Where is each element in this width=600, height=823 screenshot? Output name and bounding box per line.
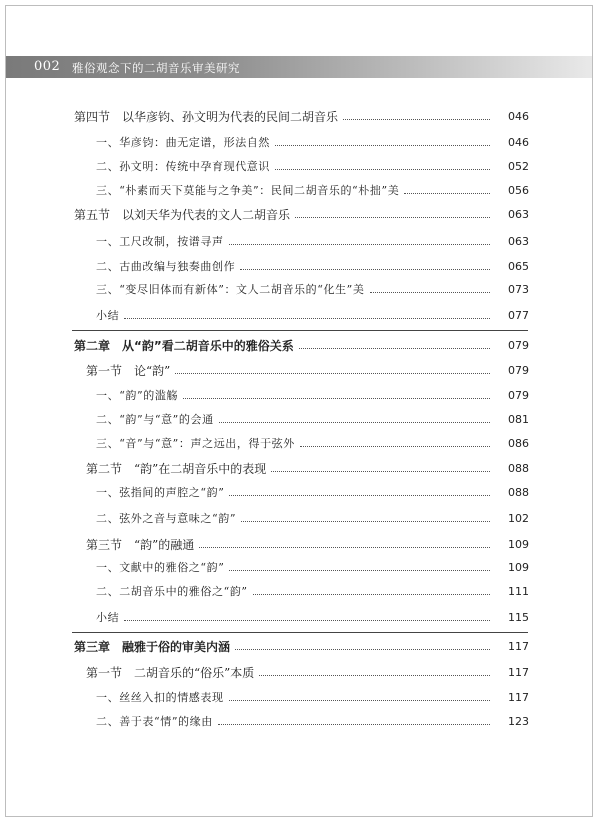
toc-entry-page: 109 (508, 560, 529, 574)
dot-leader (370, 292, 491, 293)
dot-leader (124, 318, 490, 319)
toc-entry-page: 109 (508, 537, 529, 551)
dot-leader (219, 422, 490, 423)
toc-entry-page: 088 (508, 485, 529, 499)
toc-entry-section (0, 458, 600, 478)
toc-entry-page: 063 (508, 207, 529, 221)
toc-entry-sub (0, 385, 600, 405)
toc-entry-page: 086 (508, 436, 529, 450)
toc-entry-page: 079 (508, 338, 529, 352)
toc-entry-label: 一、弦指间的声腔之“韵” (96, 486, 225, 499)
toc-entry-label: 第五节 以刘天华为代表的文人二胡音乐 (74, 207, 291, 222)
toc-entry-label: 一、“韵”的滥觞 (96, 389, 179, 402)
book-title: 雅俗观念下的二胡音乐审美研究 (72, 61, 240, 75)
dot-leader (183, 398, 490, 399)
toc-entry-label: 第二节 “韵”在二胡音乐中的表现 (86, 461, 267, 476)
chapter-separator (72, 330, 528, 331)
dot-leader (235, 649, 490, 650)
toc-entry-page: 079 (508, 363, 529, 377)
toc-entry-label: 三、“朴素而天下莫能与之争美”：民间二胡音乐的“朴拙”美 (96, 184, 400, 197)
dot-leader (229, 700, 490, 701)
toc-entry-label: 三、“音”与“意”：声之远出，得于弦外 (96, 437, 295, 450)
toc-entry-label: 第三章 融雅于俗的审美内涵 (74, 639, 231, 654)
toc-entry-sub (0, 256, 600, 276)
toc-entry-section (0, 534, 600, 554)
dot-leader (199, 547, 490, 548)
toc-entry-label: 一、工尺改制，按谱寻声 (96, 235, 224, 248)
toc-entry-sub (0, 711, 600, 731)
toc-entry-label: 第三节 “韵”的融通 (86, 537, 195, 552)
toc-entry-label: 第一节 论“韵” (86, 363, 171, 378)
chapter-separator (72, 632, 528, 633)
toc-entry-sub (0, 482, 600, 502)
toc-entry-label: 第四节 以华彦钧、孙文明为代表的民间二胡音乐 (74, 109, 339, 124)
toc-entry-page: 046 (508, 135, 529, 149)
toc-entry-sub (0, 279, 600, 299)
toc-entry-label: 一、文献中的雅俗之“韵” (96, 561, 225, 574)
dot-leader (229, 570, 490, 571)
toc-entry-chapter (0, 335, 600, 355)
page-number: 002 (34, 59, 61, 74)
toc-entry-sub (0, 557, 600, 577)
toc-entry-label: 小结 (96, 309, 120, 322)
dot-leader (343, 119, 490, 120)
toc-entry-section (0, 360, 600, 380)
dot-leader (275, 169, 490, 170)
dot-leader (275, 145, 490, 146)
toc-entry-section (0, 204, 600, 224)
toc-entry-label: 二、孙文明：传统中孕育现代意识 (96, 160, 270, 173)
toc-entry-label: 一、丝丝入扣的情感表现 (96, 691, 224, 704)
dot-leader (300, 446, 490, 447)
toc-entry-page: 115 (508, 610, 529, 624)
toc-entry-sub (0, 231, 600, 251)
toc-entry-label: 小结 (96, 611, 120, 624)
dot-leader (299, 348, 490, 349)
toc-entry-sub (0, 581, 600, 601)
toc-entry-sub (0, 687, 600, 707)
dot-leader (241, 521, 490, 522)
toc-entry-sub (0, 508, 600, 528)
toc-entry-section (0, 662, 600, 682)
toc-entry-page: 117 (508, 639, 529, 653)
toc-entry-label: 一、华彦钧：曲无定谱，形法自然 (96, 136, 270, 149)
dot-leader (271, 471, 490, 472)
dot-leader (259, 675, 490, 676)
toc-entry-page: 081 (508, 412, 529, 426)
dot-leader (218, 724, 490, 725)
toc-entry-label: 二、“韵”与“意”的会通 (96, 413, 214, 426)
toc-entry-page: 102 (508, 511, 529, 525)
toc-entry-page: 117 (508, 665, 529, 679)
toc-entry-label: 二、二胡音乐中的雅俗之“韵” (96, 585, 248, 598)
dot-leader (404, 193, 490, 194)
toc-entry-page: 073 (508, 282, 529, 296)
toc-entry-page: 117 (508, 690, 529, 704)
dot-leader (175, 373, 490, 374)
toc-entry-page: 079 (508, 388, 529, 402)
toc-entry-label: 第一节 二胡音乐的“俗乐”本质 (86, 665, 255, 680)
toc-entry-sub (0, 409, 600, 429)
toc-entry-sub (0, 305, 600, 325)
toc-entry-label: 第二章 从“韵”看二胡音乐中的雅俗关系 (74, 338, 294, 353)
toc-entry-sub (0, 132, 600, 152)
dot-leader (240, 269, 490, 270)
toc-entry-page: 123 (508, 714, 529, 728)
toc-entry-page: 088 (508, 461, 529, 475)
dot-leader (229, 495, 490, 496)
toc-entry-section (0, 106, 600, 126)
toc-entry-sub (0, 433, 600, 453)
dot-leader (124, 620, 490, 621)
toc-entry-page: 065 (508, 259, 529, 273)
toc-entry-page: 046 (508, 109, 529, 123)
toc-entry-label: 二、古曲改编与独奏曲创作 (96, 260, 236, 273)
dot-leader (295, 217, 490, 218)
toc-entry-page: 052 (508, 159, 529, 173)
toc-entry-chapter (0, 636, 600, 656)
toc-entry-sub (0, 180, 600, 200)
toc-entry-sub (0, 607, 600, 627)
toc-entry-label: 三、“变尽旧体而有新体”：文人二胡音乐的“化生”美 (96, 283, 365, 296)
toc-entry-label: 二、弦外之音与意味之“韵” (96, 512, 237, 525)
toc-entry-page: 077 (508, 308, 529, 322)
toc-entry-page: 056 (508, 183, 529, 197)
toc-entry-page: 111 (508, 584, 529, 598)
toc-entry-label: 二、善于表“情”的缘由 (96, 715, 213, 728)
toc-entry-sub (0, 156, 600, 176)
dot-leader (229, 244, 490, 245)
dot-leader (253, 594, 490, 595)
toc-entry-page: 063 (508, 234, 529, 248)
